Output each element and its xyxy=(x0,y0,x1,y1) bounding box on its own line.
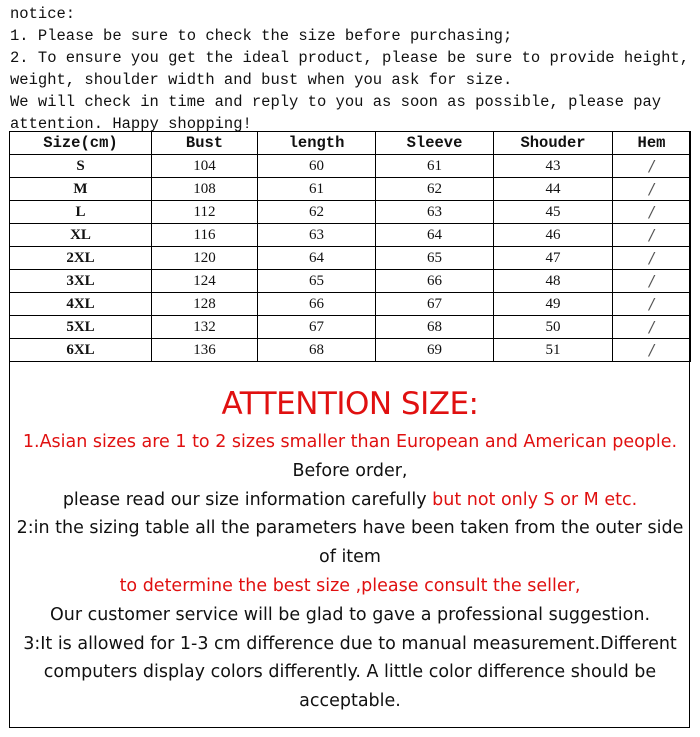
cell-bust: 108 xyxy=(152,178,258,201)
cell-size: 3XL xyxy=(10,270,152,293)
notice-line: 1. Please be sure to check the size before purchasing; xyxy=(10,27,513,45)
cell-size: XL xyxy=(10,224,152,247)
header-size: Size(cm) xyxy=(10,132,152,155)
cell-length: 66 xyxy=(258,293,376,316)
attention-measure-note-cont: of item xyxy=(319,547,381,568)
cell-length: 61 xyxy=(258,178,376,201)
table-row xyxy=(10,201,691,224)
cell-sleeve: 64 xyxy=(376,224,494,247)
cell-shoulder: 45 xyxy=(494,201,613,224)
cell-bust: 116 xyxy=(152,224,258,247)
attention-title: ATTENTION SIZE: xyxy=(221,386,479,422)
size-table xyxy=(9,131,691,362)
read-info-highlight: but not only S or M etc. xyxy=(432,489,638,510)
cell-size: 6XL xyxy=(10,339,152,362)
cell-shoulder: 44 xyxy=(494,178,613,201)
header-length: length xyxy=(258,132,376,155)
table-row xyxy=(10,316,691,339)
cell-shoulder: 46 xyxy=(494,224,613,247)
notice-line: notice: xyxy=(10,5,76,23)
cell-sleeve: 68 xyxy=(376,316,494,339)
notice-line: We will check in time and reply to you as soon as possible, please pay xyxy=(10,93,662,111)
cell-length: 62 xyxy=(258,201,376,224)
attention-read-info xyxy=(10,486,690,515)
attention-before-order: Before order, xyxy=(292,460,408,481)
notice-block xyxy=(10,3,690,135)
cell-size: 5XL xyxy=(10,316,152,339)
cell-bust: 120 xyxy=(152,247,258,270)
table-row xyxy=(10,270,691,293)
cell-sleeve: 69 xyxy=(376,339,494,362)
cell-hem: / xyxy=(613,247,691,270)
cell-hem: / xyxy=(613,224,691,247)
cell-length: 67 xyxy=(258,316,376,339)
cell-shoulder: 51 xyxy=(494,339,613,362)
header-hem: Hem xyxy=(613,132,691,155)
cell-size: 4XL xyxy=(10,293,152,316)
attention-difference-note-cont: computers display colors differently. A little color difference should be xyxy=(43,662,657,683)
header-sleeve: Sleeve xyxy=(376,132,494,155)
cell-size: 2XL xyxy=(10,247,152,270)
cell-length: 63 xyxy=(258,224,376,247)
attention-difference-note-end: acceptable. xyxy=(299,691,401,712)
table-header-row xyxy=(10,132,691,155)
cell-hem: / xyxy=(613,155,691,178)
cell-size: L xyxy=(10,201,152,224)
cell-length: 68 xyxy=(258,339,376,362)
cell-size: M xyxy=(10,178,152,201)
cell-sleeve: 62 xyxy=(376,178,494,201)
cell-length: 64 xyxy=(258,247,376,270)
cell-bust: 128 xyxy=(152,293,258,316)
table-row xyxy=(10,224,691,247)
cell-hem: / xyxy=(613,178,691,201)
attention-consult-seller: to determine the best size ,please consult the seller, xyxy=(119,575,581,596)
cell-sleeve: 61 xyxy=(376,155,494,178)
cell-shoulder: 49 xyxy=(494,293,613,316)
attention-measure-note: 2:in the sizing table all the parameters have been taken from the outer side xyxy=(16,518,684,539)
attention-note-asian-sizes: 1.Asian sizes are 1 to 2 sizes smaller than European and American people. xyxy=(22,432,678,452)
header-bust: Bust xyxy=(152,132,258,155)
cell-hem: / xyxy=(613,201,691,224)
attention-section xyxy=(10,380,690,716)
cell-sleeve: 63 xyxy=(376,201,494,224)
table-row xyxy=(10,293,691,316)
cell-bust: 124 xyxy=(152,270,258,293)
notice-line: attention. Happy shopping! xyxy=(10,115,252,133)
cell-shoulder: 50 xyxy=(494,316,613,339)
cell-hem: / xyxy=(613,339,691,362)
cell-bust: 132 xyxy=(152,316,258,339)
attention-difference-note: 3:It is allowed for 1-3 cm difference due to manual measurement.Different xyxy=(23,633,677,654)
table-row xyxy=(10,339,691,362)
cell-shoulder: 48 xyxy=(494,270,613,293)
table-row xyxy=(10,178,691,201)
cell-sleeve: 65 xyxy=(376,247,494,270)
cell-sleeve: 67 xyxy=(376,293,494,316)
cell-hem: / xyxy=(613,270,691,293)
header-shoulder: Shouder xyxy=(494,132,613,155)
cell-bust: 104 xyxy=(152,155,258,178)
cell-bust: 136 xyxy=(152,339,258,362)
cell-hem: / xyxy=(613,293,691,316)
cell-sleeve: 66 xyxy=(376,270,494,293)
notice-line: 2. To ensure you get the ideal product, please be sure to provide height, xyxy=(10,49,690,67)
cell-size: S xyxy=(10,155,152,178)
cell-bust: 112 xyxy=(152,201,258,224)
cell-hem: / xyxy=(613,316,691,339)
cell-shoulder: 47 xyxy=(494,247,613,270)
table-row xyxy=(10,155,691,178)
read-info-text: please read our size information carefully xyxy=(62,489,433,510)
attention-customer-service: Our customer service will be glad to gave a professional suggestion. xyxy=(49,604,651,625)
cell-length: 60 xyxy=(258,155,376,178)
notice-line: weight, shoulder width and bust when you ask for size. xyxy=(10,71,513,89)
table-row xyxy=(10,247,691,270)
cell-length: 65 xyxy=(258,270,376,293)
cell-shoulder: 43 xyxy=(494,155,613,178)
